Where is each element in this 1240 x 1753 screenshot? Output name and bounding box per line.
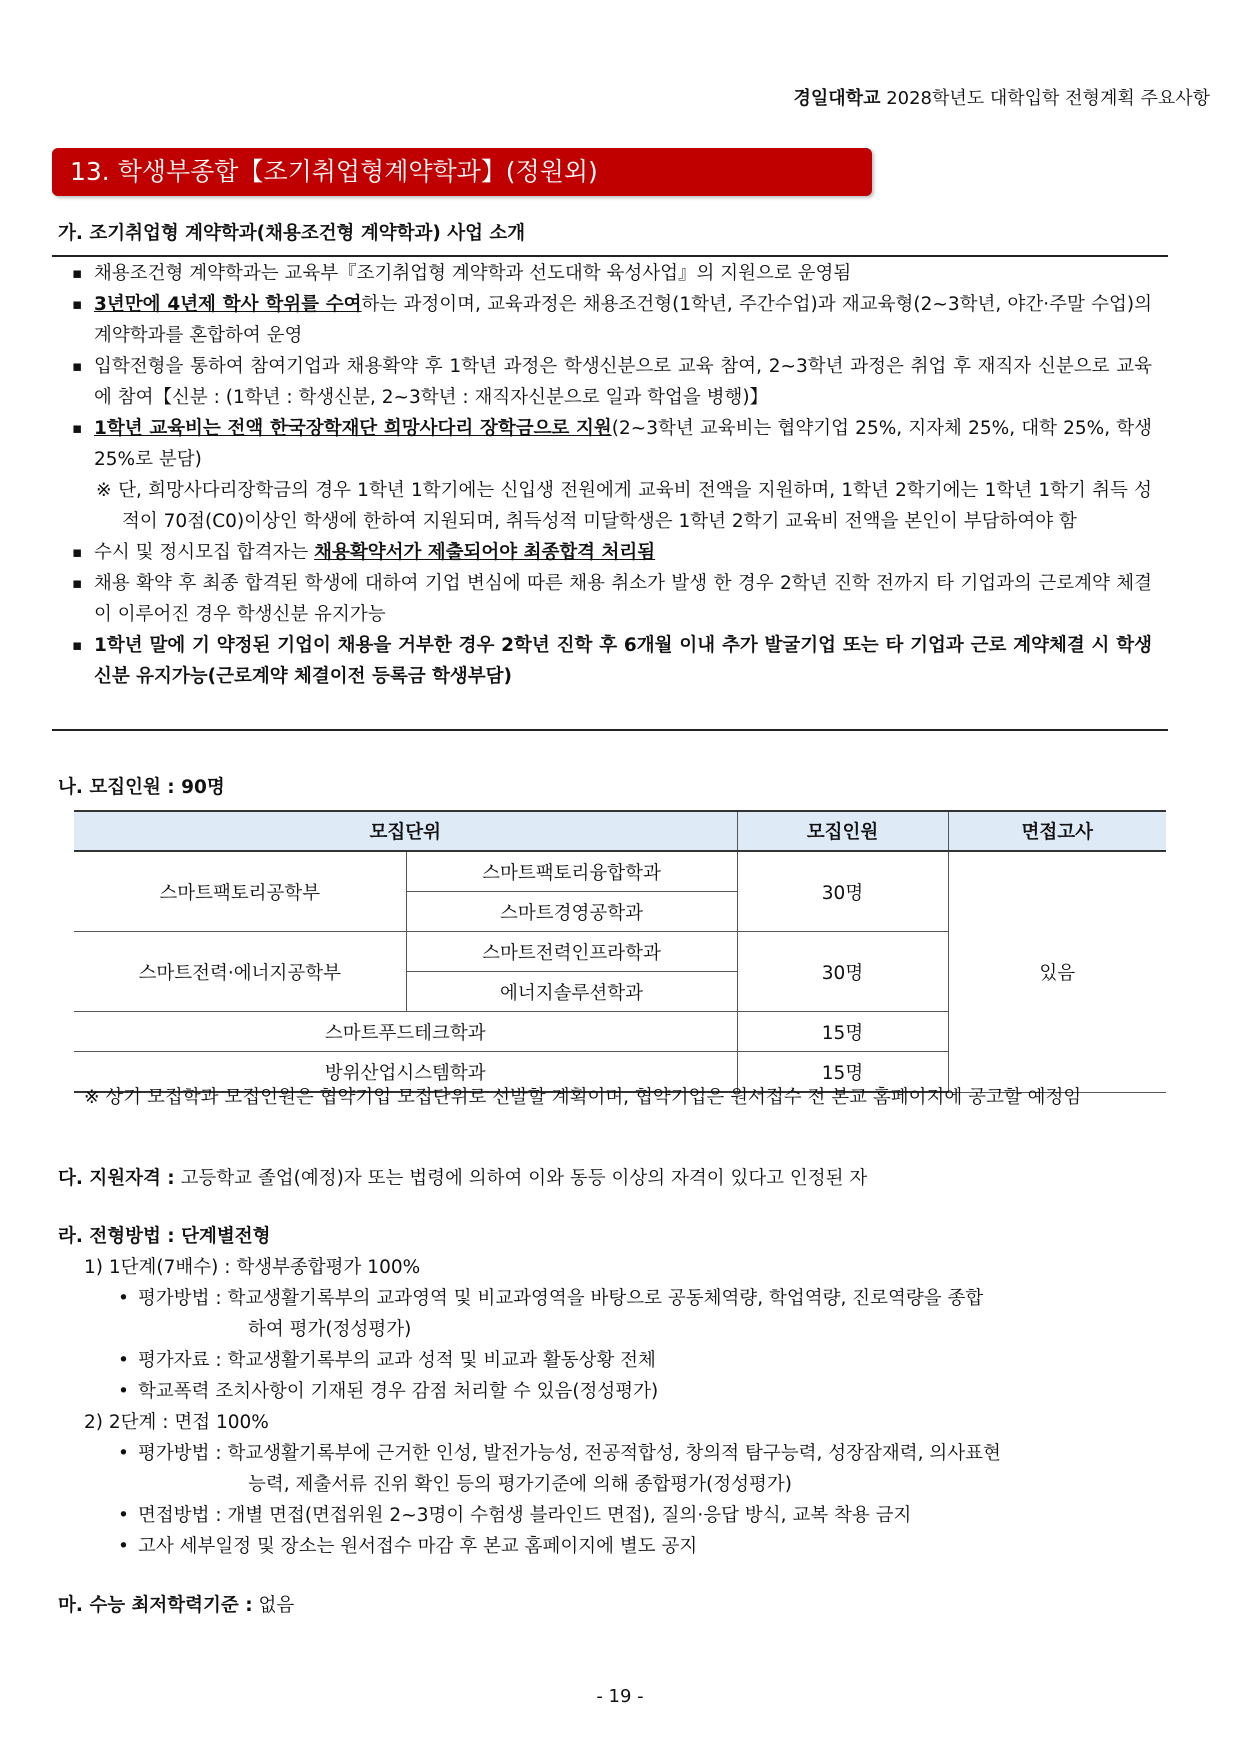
dept-cell: 방위산업시스템학과 [74,1052,737,1093]
page-number: - 19 - [596,1686,644,1707]
intro-heading: 가. 조기취업형 계약학과(채용조건형 계약학과) 사업 소개 [58,223,526,244]
stage1-item: • 평가자료 : 학교생활기록부의 교과 성적 및 비교과 활동상황 전체 [118,1350,656,1371]
csat-label: 마. 수능 최저학력기준 : [58,1595,253,1616]
intro-list [72,258,1152,692]
count-cell: 15명 [737,1012,948,1052]
table-header-row [74,811,1166,851]
eligibility-label: 다. 지원자격 : [58,1168,175,1189]
interview-cell: 있음 [948,851,1166,1092]
count-cell: 30명 [737,932,948,1012]
dept-cell: 에너지솔루션학과 [406,972,737,1012]
list-item: ▪ 채용 확약 후 최종 합격된 학생에 대하여 기업 변심에 따른 채용 취소가 발생 한 경우 2학년 진학 전까지 타 기업과의 근로계약 체결이 이루어진 경우 학생신분 유지가능 [72,568,1152,630]
csat-text: 없음 [258,1595,295,1616]
list-item: ▪ 수시 및 정시모집 합격자는 채용확약서가 제출되어야 최종합격 처리됨 [72,537,1152,568]
quota-heading: 나. 모집인원 : 90명 [58,777,225,798]
stage2-item-cont: 능력, 제출서류 진위 확인 등의 평가기준에 의해 종합평가(정성평가) [248,1474,792,1495]
intro-bottom-rule [52,729,1168,731]
stage1-item-cont: 하여 평가(정성평가) [248,1319,412,1340]
list-note: ※ 단, 희망사다리장학금의 경우 1학년 1학기에는 신입생 전원에게 교육비 전액을 지원하며, 1학년 2학기에는 1학년 1학기 취득 성적이 70점(C0)이상인 학생에 한하여 지원되며, 취득성적 미달학생은 1학년 2학기 교육비 전액을 본인이 부담하여야 함 [96,480,1152,532]
school-cell: 스마트팩토리공학부 [74,851,406,932]
list-item: ▪ 입학전형을 통하여 참여기업과 채용확약 후 1학년 과정은 학생신분으로 교육 참여, 2~3학년 과정은 취업 후 재직자 신분으로 교육에 참여【신분 : (1학년 : 학생신분, 2~3학년 : 재직자신분으로 일과 학업을 병행)】 [72,351,1152,413]
stage1-item: • 평가방법 : 학교생활기록부의 교과영역 및 비교과영역을 바탕으로 공동체역량, 학업역량, 진로역량을 종합 [118,1288,984,1309]
method-heading: 라. 전형방법 : 단계별전형 [58,1226,271,1247]
list-item: ▪ 1학년 교육비는 전액 한국장학재단 희망사다리 장학금으로 지원(2~3학년 교육비는 협약기업 25%, 지자체 25%, 대학 25%, 학생 25%로 분담) [72,413,1152,475]
stage1-item: • 학교폭력 조치사항이 기재된 경우 감점 처리할 수 있음(정성평가) [118,1381,659,1402]
page-header [794,84,1210,110]
quota-note: ※ 상기 모집학과 모집인원은 협약기업 모집단위로 선발할 계획이며, 협약기업은 원서접수 전 본교 홈페이지에 공고할 예정임 [84,1087,1082,1108]
eligibility-text: 고등학교 졸업(예정)자 또는 법령에 의하여 이와 동등 이상의 자격이 있다고 인정된 자 [180,1168,868,1189]
header-institution: 경일대학교 [793,88,881,109]
stage2-item: • 고사 세부일정 및 장소는 원서접수 마감 후 본교 홈페이지에 별도 공지 [118,1536,698,1557]
dept-cell: 스마트팩토리융합학과 [406,851,737,892]
dept-cell: 스마트경영공학과 [406,892,737,932]
stage2-item: • 면접방법 : 개별 면접(면접위원 2~3명이 수험생 블라인드 면접), 질의·응답 방식, 교복 착용 금지 [118,1505,912,1526]
col-header-count: 모집인원 [737,811,948,851]
dept-cell: 스마트전력인프라학과 [406,932,737,972]
stage1-title: 1) 1단계(7배수) : 학생부종합평가 100% [84,1257,421,1278]
school-cell: 스마트전력·에너지공학부 [74,932,406,1012]
list-item: ▪ 3년만에 4년제 학사 학위를 수여하는 과정이며, 교육과정은 채용조건형(1학년, 주간수업)과 재교육형(2~3학년, 야간·주말 수업)의 계약학과를 혼합하여 운영 [72,289,1152,351]
section-title: 13. 학생부종합【조기취업형계약학과】(정원외) [52,148,872,196]
quota-table [74,810,1166,1093]
count-cell: 15명 [737,1052,948,1093]
eligibility [58,1163,867,1194]
intro-top-rule [52,255,1168,257]
list-item: ▪ 1학년 말에 기 약정된 기업이 채용을 거부한 경우 2학년 진학 후 6개월 이내 추가 발굴기업 또는 타 기업과 근로 계약체결 시 학생신분 유지가능(근로계약 체결이전 등록금 학생부담) [72,630,1152,692]
table-row [74,851,1166,892]
col-header-unit: 모집단위 [74,811,737,851]
count-cell: 30명 [737,851,948,932]
list-item: ▪ 채용조건형 계약학과는 교육부『조기취업형 계약학과 선도대학 육성사업』의 지원으로 운영됨 [72,258,1152,289]
header-title: 2028학년도 대학입학 전형계획 주요사항 [886,88,1210,109]
csat-requirement [58,1590,294,1621]
dept-cell: 스마트푸드테크학과 [74,1012,737,1052]
stage2-item: • 평가방법 : 학교생활기록부에 근거한 인성, 발전가능성, 전공적합성, 창의적 탐구능력, 성장잠재력, 의사표현 [118,1443,1001,1464]
stage2-title: 2) 2단계 : 면접 100% [84,1412,269,1433]
col-header-interview: 면접고사 [948,811,1166,851]
